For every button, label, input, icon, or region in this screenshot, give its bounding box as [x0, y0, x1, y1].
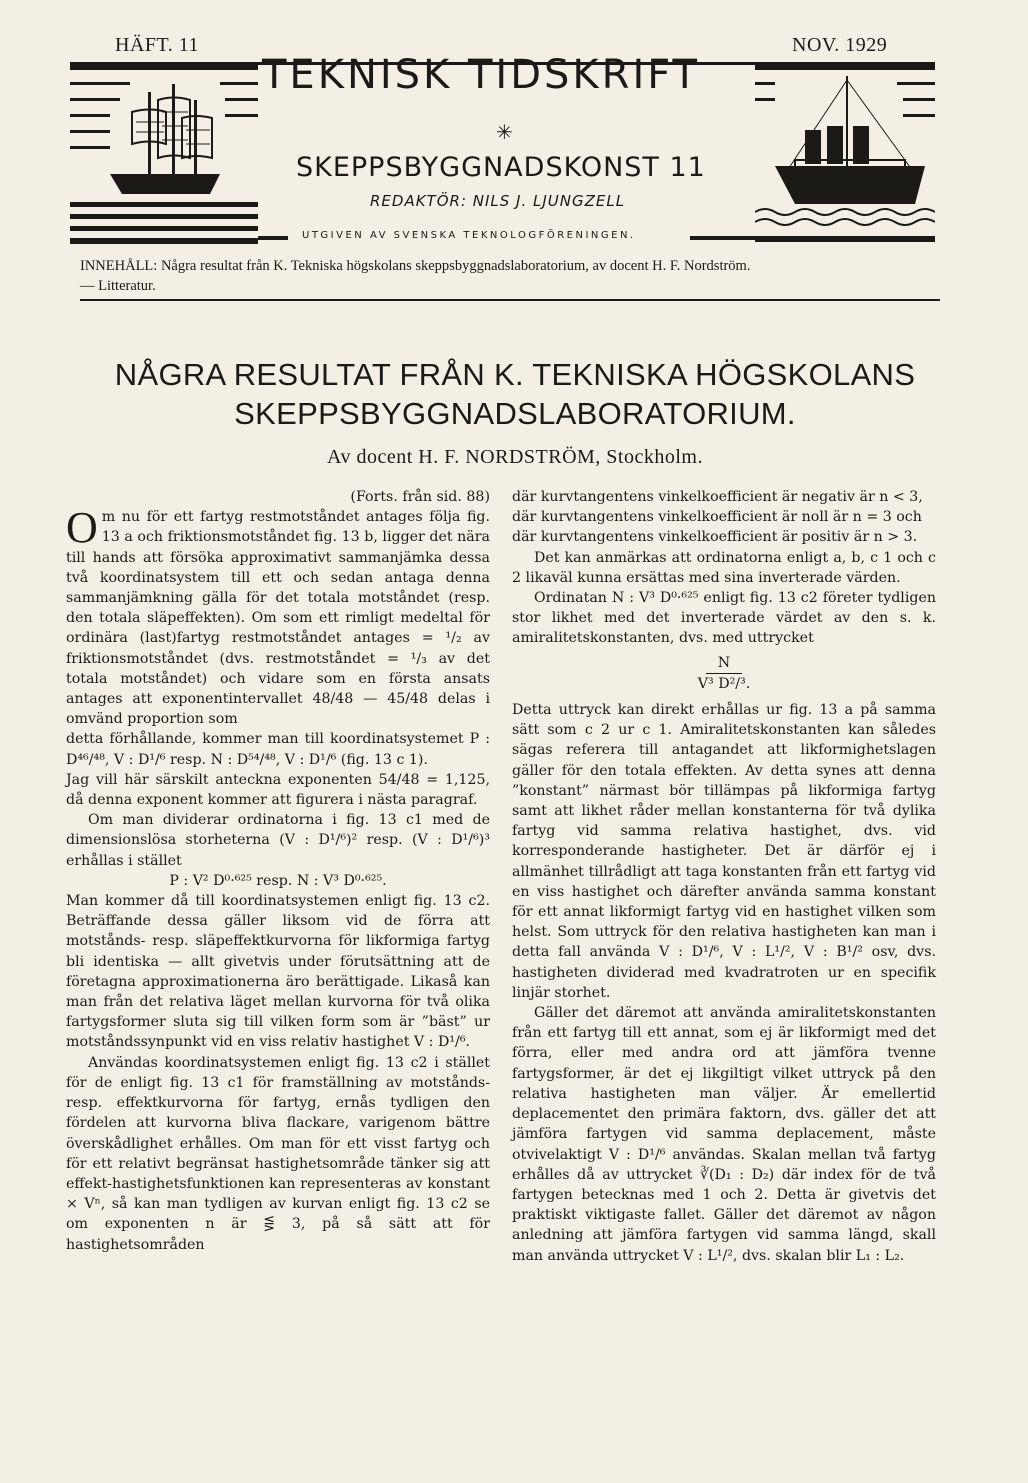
right-column — [512, 487, 936, 1266]
article-byline: Av docent H. F. NORDSTRÖM, Stockholm. — [327, 446, 703, 468]
journal-subtitle: SKEPPSBYGGNADSKONST 11 — [296, 152, 706, 183]
article-title-line-2: SKEPPSBYGGNADSLABORATORIUM. — [234, 396, 796, 431]
drop-cap: O — [66, 503, 98, 553]
paragraph-r6: Detta uttryck kan direkt erhållas ur fig. 13 a på samma sätt som c 2 ur c 1. Amiralitetskonstanten kan således sägas referera till antagandet att likformighetslagen gäller för den totala effekten. Av detta synes att denna ”konstant” närmast bör tillämpas på likformiga fartyg samt att likhet råder mellan konstanterna för två dylika fartyg vid samma relativa hastighet, dvs. vid korresponderande hastigheter. Det är därför ej i allmänhet tillrådligt att taga konstanten från ett fartyg vid en viss hastighet och därefter använda samma konstant för ett annat likformigt fartyg vid en hastighet vilken som helst. Som uttryck för den relativa hastigheten kan man i detta fall använda V : D¹/⁶, V : L¹/², V : B¹/² osv, dvs. hastigheten dividerad med kvadratroten ur en specifik linjär storhet. — [512, 702, 936, 1001]
admiralty-formula — [512, 653, 936, 694]
divider — [80, 299, 940, 301]
editor-line: REDAKTÖR: NILS J. LJUNGZELL — [370, 192, 626, 210]
sailing-ship-illustration — [70, 62, 258, 244]
paragraph-r1: där kurvtangentens vinkelkoefficient är negativ är n < 3, — [512, 489, 923, 505]
publisher-banner: UTGIVEN AV SVENSKA TEKNOLOGFÖRENINGEN. — [296, 230, 642, 241]
paragraph-2: Jag vill här särskilt anteckna exponenten 54/48 = 1,125, då denna exponent kommer att figurera i nästa paragraf. — [66, 771, 490, 809]
paragraph-r4: Det kan anmärkas att ordinatorna enligt a, b, c 1 och c 2 likaväl kunna ersättas med sina inverterade värden. — [512, 549, 936, 586]
steamship-illustration — [755, 62, 935, 244]
issue-number: HÄFT. 11 — [115, 34, 199, 56]
paragraph-3: Om man dividerar ordinatorna i fig. 13 c1 med de dimensionslösa storheterna (V : D¹/⁶)² resp. (V : D¹/⁶)³ erhållas i stället — [66, 812, 490, 869]
paragraph-r7: Gäller det däremot att använda amiralitetskonstanten från ett fartyg till ett annat, som ej är likformigt med det förra, eller med andra ord att jämföra tvenne fartygsformer, är det ej likgiltigt vilket uttryck på den relativa hastigheten man väljer. Är emellertid deplacementet den primära faktorn, dvs. gäller det att jämföra fartygen vid samma deplacement, måste otvivelaktigt V : D¹/⁶ användas. Skalan mellan två fartyg erhålles då av uttrycket ∛(D₁ : D₂) där index för de två fartygen betecknas med 1 och 2. Detta är givetvis det praktiskt viktigaste fallet. Gäller det däremot av någon anledning att jämföra fartygen vid samma längd, skall man använda uttrycket V : L¹/², dvs. skalan blir L₁ : L₂. — [512, 1005, 936, 1264]
article-title — [40, 355, 990, 433]
paragraph-r5: Ordinatan N : V³ D⁰·⁶²⁵ enligt fig. 13 c2 företer tydligen stor likhet med det inverterade värdet av den s. k. amiralitetskonstanten, dvs. med uttrycket — [512, 590, 936, 647]
journal-title: TEKNISK TIDSKRIFT — [262, 52, 700, 98]
table-of-contents — [80, 256, 940, 296]
formula-1: P : V² D⁰·⁶²⁵ resp. N : V³ D⁰·⁶²⁵. — [169, 872, 387, 889]
formula-numerator: N — [706, 653, 742, 674]
paragraph-r2: där kurvtangentens vinkelkoefficient är noll är n = 3 och — [512, 509, 922, 526]
continued-note: (Forts. från sid. 88) — [350, 489, 490, 505]
star-ornament: ✳ — [496, 120, 513, 144]
paragraph-4: Man kommer då till koordinatsystemen enligt fig. 13 c2. Beträffande dessa gäller liksom vid de förra att motstånds- resp. släpeffektkurvorna för likformiga fartyg bli identiska — allt givetvis under förutsättning att de företagna approximationerna äro berättigade. Likaså kan man från det relativa läget mellan kurvorna för två olika fartygsformer sluta sig till vilken form som är ”bäst” ur motståndssynpunkt vid en viss relativ hastighet V : D¹/⁶. — [66, 893, 490, 1051]
contents-line-1: INNEHÅLL: Några resultat från K. Tekniska högskolans skeppsbyggnadslaboratorium, av docent H. F. Nordström. — [80, 258, 751, 274]
paragraph-1: Om nu för ett fartyg restmotståndet antages följa fig. 13 a och friktionsmotståndet fig. 13 b, ligger det nära till hands att försöka approximativt sammanjämka dessa två koordinatsystem till ett och sedan antaga denna sammanjämkning gälla för det totala motståndet (resp. den totala släpeffekten). Om som ett rimligt medeltal för ordinära (last)fartyg restmotståndet antages = ¹/₂ av friktionsmotståndet (dvs. restmotståndet = ¹/₃ av det totala motståndet) och vidare som en första ansats antages att exponentintervallet 48/48 — 45/48 delas i omvänd proportion som — [66, 503, 490, 728]
issue-date: NOV. 1929 — [792, 34, 888, 56]
formula-denominator: V³ D²/³. — [697, 675, 751, 692]
left-column — [66, 487, 490, 1255]
article-title-line-1: NÅGRA RESULTAT FRÅN K. TEKNISKA HÖGSKOLANS — [114, 357, 916, 392]
paragraph-1b: detta förhållande, kommer man till koordinatsystemet P : D⁴⁶/⁴⁸, V : D¹/⁶ resp. N : D⁵⁴/⁴⁸, V : D¹/⁶ (fig. 13 c 1). — [66, 731, 490, 768]
contents-line-2: — Litteratur. — [80, 278, 156, 294]
paragraph-r3: där kurvtangentens vinkelkoefficient är positiv är n > 3. — [512, 529, 918, 546]
paragraph-5: Användas koordinatsystemen enligt fig. 13 c2 i stället för de enligt fig. 13 c1 för framställning av motstånds- resp. effektkurvorna för fartyg, ernås tydligen den fördelen att kurvorna bliva flackare, varigenom bättre överskådlighet erhålles. Om man för ett visst fartyg och för ett relativt begränsat hastighetsområde tänker sig att effekt-hastighetsfunktionen kan representeras av konstant × Vⁿ, så kan man tydligen av kurvan enligt fig. 13 c2 se om exponenten n är ⋚ 3, på så sätt att för hastighetsområden — [66, 1054, 490, 1253]
